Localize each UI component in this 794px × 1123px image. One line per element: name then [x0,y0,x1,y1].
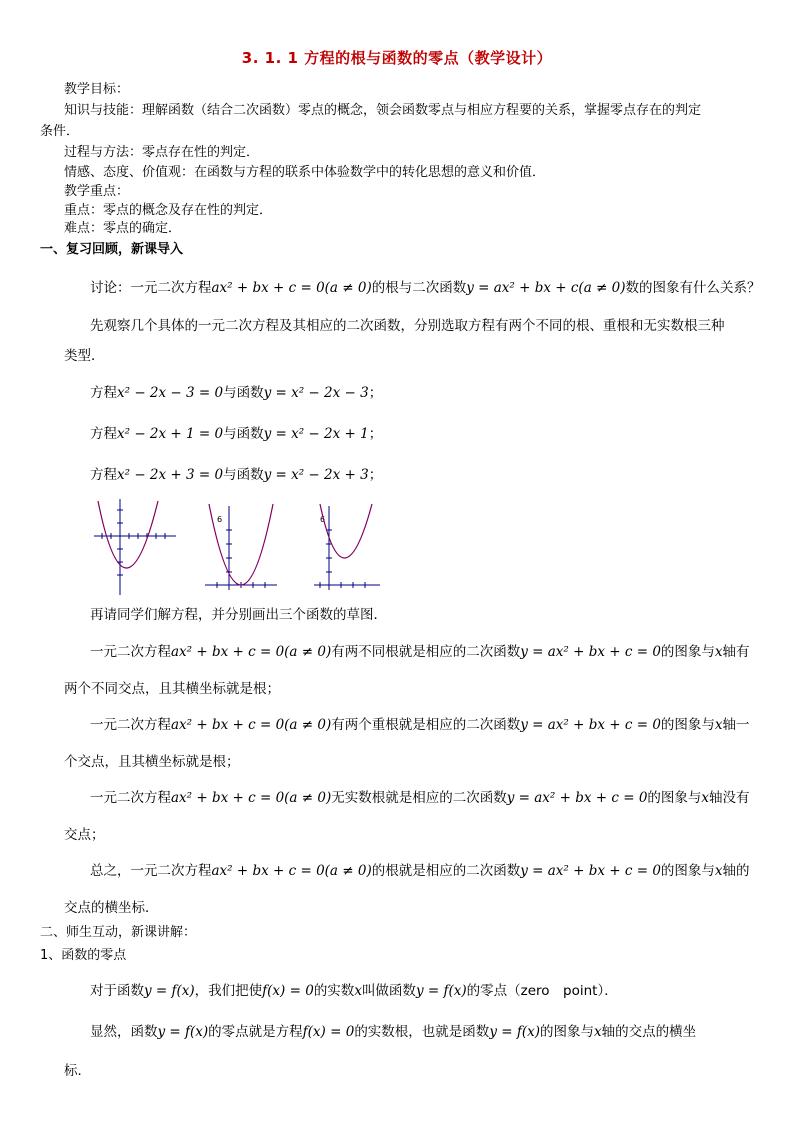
case2-text-c: 的图象与 [660,717,715,733]
case1-equation: ax² + bx + c = 0(a ≠ 0) [171,644,332,660]
observe-line2: 类型． [64,348,105,364]
example-2 [90,425,382,443]
discussion-function: y = ax² + bx + c(a ≠ 0) [466,280,626,296]
example-3 [90,466,382,484]
case2-line1 [90,716,750,734]
summary-text-a: 总之，一元二次方程 [90,863,212,879]
example-2-function: y = x² − 2x + 1 [263,426,369,442]
summary-x: x [714,863,723,879]
example-1-end: ； [368,385,383,401]
summary-line2: 交点的横坐标． [64,900,159,916]
summary-text-d: 轴的 [722,863,750,879]
discussion-line [90,279,761,297]
example-1-word: 方程 [90,385,117,401]
discussion-text-2: 的根与二次函数 [371,280,467,296]
case1-line1 [90,643,750,661]
example-2-end: ； [368,426,383,442]
example-2-word2: 与函数 [223,426,264,442]
obvious-text-d: 的图象与 [539,1024,594,1040]
graph-3-curve [320,504,372,558]
obvious-x: x [593,1024,602,1040]
definition-function-2: y = f(x) [415,983,467,999]
case3-text-b: 无实数根就是相应的二次函数 [331,790,507,806]
obvious-text-e: 轴的交点的横坐 [601,1024,697,1040]
definition-text-d: 叫做函数 [361,983,416,999]
summary-text-c: 的图象与 [660,863,715,879]
summary-text-b: 的根就是相应的二次函数 [371,863,521,879]
ask-line: 再请同学们解方程，并分别画出三个函数的草图． [90,607,387,623]
case3-x: x [701,790,710,806]
case3-text-d: 轴没有 [709,790,750,806]
obvious-function-2: y = f(x) [489,1024,540,1040]
summary-equation: ax² + bx + c = 0(a ≠ 0) [211,863,372,879]
summary-line1 [90,862,750,880]
difficulty-point: 难点：零点的确定． [64,221,182,236]
discussion-text-1: 讨论：一元二次方程 [90,280,212,296]
definition-text-c: 的实数 [313,983,355,999]
case2-equation: ax² + bx + c = 0(a ≠ 0) [171,717,332,733]
example-3-equation: x² − 2x + 3 = 0 [117,467,224,483]
objectives-heading: 教学目标： [64,82,130,97]
example-1-function: y = x² − 2x − 3 [263,385,369,401]
case3-equation: ax² + bx + c = 0(a ≠ 0) [171,790,332,806]
obvious-text-c: 的实数根，也就是函数 [354,1024,490,1040]
example-1-equation: x² − 2x − 3 = 0 [117,385,224,401]
obvious-function: y = f(x) [157,1024,209,1040]
case2-text-a: 一元二次方程 [90,717,171,733]
example-2-word: 方程 [90,426,117,442]
definition-line [90,982,618,1000]
example-3-end: ； [368,467,383,483]
case1-x: x [714,644,723,660]
graph-1-axes [94,499,176,595]
graph-3-label: 6 [320,515,326,524]
example-2-equation: x² − 2x + 1 = 0 [117,426,224,442]
case1-text-c: 的图象与 [660,644,715,660]
obvious-text-b: 的零点就是方程 [208,1024,303,1040]
parabola-graph-no-roots [312,500,382,592]
case1-line2: 两个不同交点，且其横坐标就是根； [64,681,280,697]
case3-line1 [90,789,750,807]
summary-function: y = ax² + bx + c = 0 [520,863,661,879]
parabola-graph-two-roots [92,497,178,597]
case1-text-b: 有两不同根就是相应的二次函数 [331,644,521,660]
case2-text-d: 轴一 [722,717,750,733]
obvious-equation: f(x) = 0 [302,1024,355,1040]
page-title: 3. 1. 1 方程的根与函数的零点（教学设计） [241,49,553,67]
obvious-line2: 标． [64,1063,91,1079]
case3-line2: 交点； [64,827,105,843]
case2-function: y = ax² + bx + c = 0 [520,717,661,733]
definition-text-e: 的零点（zero point）． [466,983,618,999]
example-1-word2: 与函数 [223,385,264,401]
discussion-text-3: 数的图象有什么关系？ [625,280,761,296]
graph-1-curve [98,501,158,568]
section1-heading: 一、复习回顾，新课导入 [40,242,184,257]
case3-text-a: 一元二次方程 [90,790,171,806]
case2-line2: 个交点，且其横坐标就是根； [64,754,240,770]
definition-x: x [354,983,362,999]
case3-function: y = ax² + bx + c = 0 [506,790,648,806]
section2-heading: 二、师生互动，新课讲解： [40,925,197,940]
case1-text-a: 一元二次方程 [90,644,171,660]
objective-knowledge-line1: 知识与技能：理解函数（结合二次函数）零点的概念，领会函数零点与相应方程要的关系，掌握零点存在的判定 [64,103,702,118]
case2-text-b: 有两个重根就是相应的二次函数 [331,717,521,733]
observe-line1: 先观察几个具体的一元二次方程及其相应的二次函数，分别选取方程有两个不同的根、重根和无实数根三种 [90,318,725,334]
example-1 [90,384,382,402]
obvious-line1 [90,1023,696,1041]
example-3-word2: 与函数 [223,467,264,483]
case3-text-c: 的图象与 [647,790,702,806]
case2-x: x [714,717,723,733]
discussion-equation: ax² + bx + c = 0(a ≠ 0) [211,280,372,296]
case1-function: y = ax² + bx + c = 0 [520,644,661,660]
parabola-graph-double-root [203,500,279,592]
definition-function: y = f(x) [144,983,195,999]
subsection-1-heading: 1、函数的零点 [40,948,127,963]
graph-2-axes [205,506,277,590]
example-3-function: y = x² − 2x + 3 [263,467,369,483]
obvious-text-a: 显然，函数 [90,1024,158,1040]
definition-text-b: ，我们把使 [194,983,263,999]
objective-emotion: 情感、态度、价值观：在函数与方程的联系中体验数学中的转化思想的意义和价值． [64,165,546,180]
case1-text-d: 轴有 [722,644,750,660]
key-point: 重点：零点的概念及存在性的判定． [64,203,273,218]
objective-knowledge-line2: 条件． [40,124,80,139]
definition-text-a: 对于函数 [90,983,144,999]
example-3-word: 方程 [90,467,117,483]
key-heading: 教学重点： [64,184,130,199]
definition-equation: f(x) = 0 [262,983,314,999]
objective-process: 过程与方法：零点存在性的判定． [64,145,260,160]
graph-2-label: 6 [217,515,223,524]
